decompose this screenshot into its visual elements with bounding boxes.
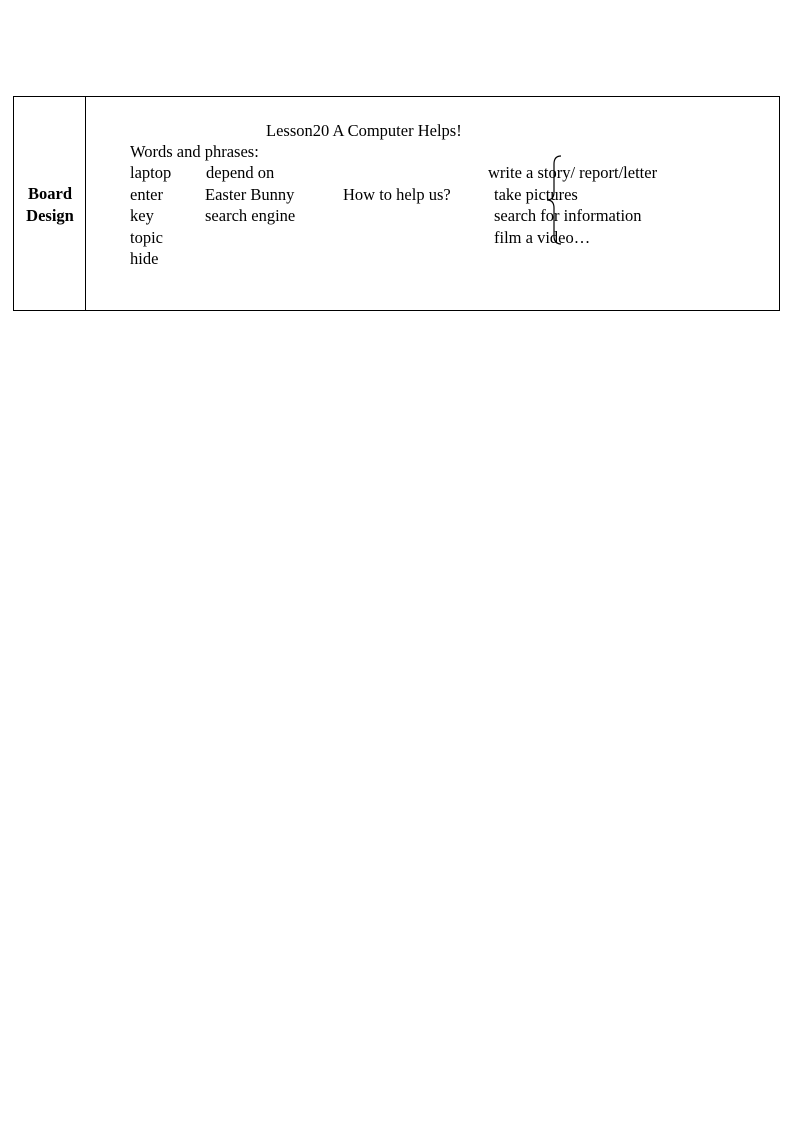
- use-item: write a story/ report/letter: [488, 163, 658, 182]
- row-label-cell: [14, 97, 86, 310]
- help-question: How to help us?: [343, 185, 451, 204]
- board-design-table: [13, 96, 780, 311]
- row-label-line1: Board: [27, 184, 72, 203]
- word-item: hide: [130, 249, 159, 268]
- phrase-item: depend on: [206, 163, 275, 182]
- use-item: search for information: [494, 206, 642, 225]
- phrase-item: search engine: [205, 206, 296, 225]
- word-item: key: [130, 206, 154, 225]
- phrase-item: Easter Bunny: [205, 185, 295, 204]
- use-item: film a video…: [494, 228, 591, 247]
- word-item: topic: [130, 228, 163, 247]
- word-item: enter: [130, 185, 163, 204]
- words-heading: Words and phrases:: [130, 142, 259, 161]
- board-content-cell: [86, 97, 779, 310]
- use-item: take pictures: [494, 185, 578, 204]
- lesson-title: Lesson20 A Computer Helps!: [266, 121, 462, 140]
- word-item: laptop: [130, 163, 172, 182]
- row-label: [14, 183, 86, 226]
- row-label-line2: Design: [26, 205, 74, 225]
